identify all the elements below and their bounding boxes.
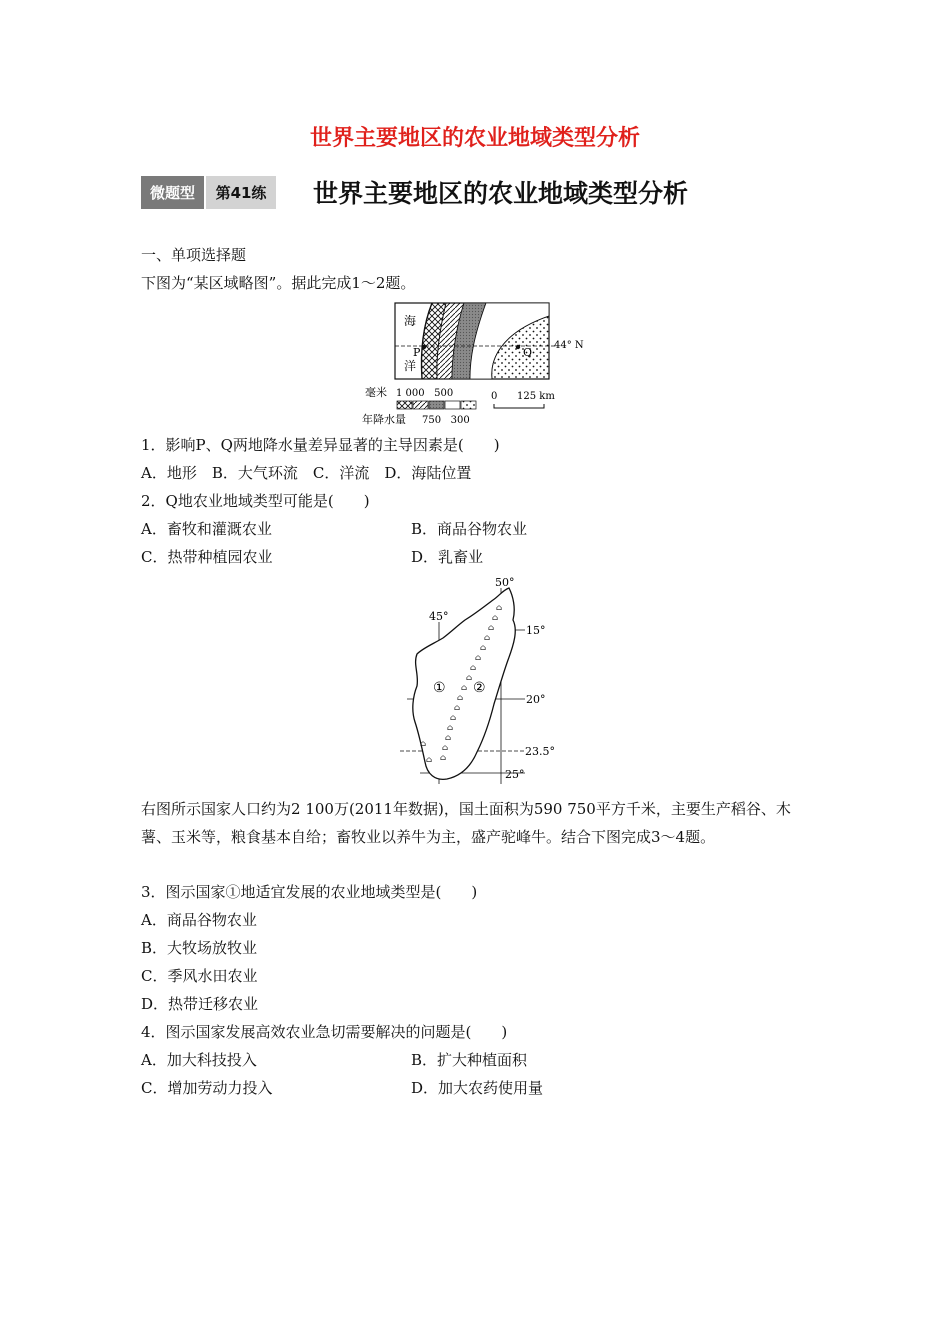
document-red-title: 世界主要地区的农业地域类型分析: [309, 126, 640, 151]
longitude-50-label: 50°: [495, 576, 515, 589]
section-heading: 一、单项选择题: [141, 246, 247, 264]
latitude-15-label: 15°: [526, 624, 546, 637]
svg-text:⌂: ⌂: [447, 723, 454, 732]
question-2-stem: 2．Q地农业地域类型可能是( ): [141, 492, 370, 510]
svg-text:⌂: ⌂: [466, 673, 473, 682]
point-q-label: Q: [523, 346, 533, 359]
svg-text:⌂: ⌂: [450, 713, 457, 722]
scale-value: 125 km: [517, 391, 555, 402]
svg-text:⌂: ⌂: [420, 739, 427, 748]
question-4-option-a: A．加大科技投入: [141, 1051, 257, 1069]
question-2-option-b: B．商品谷物农业: [411, 520, 528, 538]
svg-text:⌂: ⌂: [475, 653, 482, 662]
island-map-figure: [395, 574, 570, 788]
intro-text-2: 右图所示国家人口约为2 100万(2011年数据)，国土面积为590 750平方千米，主要生产稻谷、木薯、玉米等，粮食基本自给；畜牧业以养牛为主，盛产驼峰牛。结合下图完成3～4题。: [141, 800, 791, 846]
svg-text:⌂: ⌂: [454, 703, 461, 712]
svg-text:⌂: ⌂: [480, 643, 487, 652]
question-4-option-d: D．加大农药使用量: [411, 1079, 544, 1097]
question-1-options: A．地形 B．大气环流 C．洋流 D．海陆位置: [141, 464, 472, 482]
point-p-marker: [422, 345, 426, 349]
legend-unit: 毫米: [365, 386, 387, 399]
svg-text:⌂: ⌂: [488, 623, 495, 632]
svg-text:⌂: ⌂: [461, 683, 468, 692]
latitude-label: 44° N: [554, 340, 584, 351]
region-map-figure: [360, 298, 600, 428]
question-3-option-c: C．季风水田农业: [141, 967, 258, 985]
exercise-tag: [141, 176, 276, 209]
precipitation-bands: [421, 303, 549, 379]
question-4-option-c: C．增加劳动力投入: [141, 1079, 273, 1097]
point-p-label: P: [413, 346, 421, 359]
question-3-option-b: B．大牧场放牧业: [141, 939, 258, 957]
svg-text:⌂: ⌂: [442, 743, 449, 752]
latitude-25-label: 25°: [505, 768, 525, 781]
tag-type: 微题型: [141, 176, 204, 209]
svg-text:⌂: ⌂: [440, 753, 447, 762]
question-2-option-d: D．乳畜业: [411, 548, 484, 566]
latitude-23-5-label: 23.5°: [525, 745, 555, 758]
intro-text-1: 下图为“某区域略图”。据此完成1～2题。: [141, 274, 416, 292]
legend-swatches: [397, 401, 476, 409]
svg-text:⌂: ⌂: [496, 603, 503, 612]
legend-bottom-values: 750 300: [422, 415, 470, 426]
point-q-marker: [516, 345, 520, 349]
legend-title: 年降水量: [362, 413, 406, 426]
question-2-option-c: C．热带种植园农业: [141, 548, 273, 566]
svg-text:⌂: ⌂: [445, 733, 452, 742]
legend-top-values: 1 000 500: [396, 388, 454, 399]
question-3-option-d: D．热带迁移农业: [141, 995, 259, 1013]
page-title: 世界主要地区的农业地域类型分析: [313, 179, 689, 208]
tag-number: 第41练: [206, 176, 276, 209]
longitude-45-label: 45°: [429, 610, 449, 623]
region-1-label: ①: [433, 680, 446, 696]
svg-text:⌂: ⌂: [470, 663, 477, 672]
svg-text:⌂: ⌂: [484, 633, 491, 642]
question-2-option-a: A．畜牧和灌溉农业: [141, 520, 272, 538]
question-3-stem: 3．图示国家①地适宜发展的农业地域类型是( ): [141, 883, 478, 901]
question-1-stem: 1．影响P、Q两地降水量差异显著的主导因素是( ): [141, 436, 500, 454]
question-4-option-b: B．扩大种植面积: [411, 1051, 528, 1069]
svg-text:⌂: ⌂: [457, 693, 464, 702]
svg-text:⌂: ⌂: [492, 613, 499, 622]
sea-label-1: 海: [404, 314, 417, 328]
region-2-label: ②: [473, 680, 486, 696]
question-4-stem: 4．图示国家发展高效农业急切需要解决的问题是( ): [141, 1023, 508, 1041]
svg-text:⌂: ⌂: [426, 755, 433, 764]
scale-bar: [494, 404, 544, 408]
sea-label-2: 洋: [404, 359, 417, 373]
latitude-20-label: 20°: [526, 693, 546, 706]
question-3-option-a: A．商品谷物农业: [141, 911, 257, 929]
scale-zero: 0: [491, 391, 498, 402]
